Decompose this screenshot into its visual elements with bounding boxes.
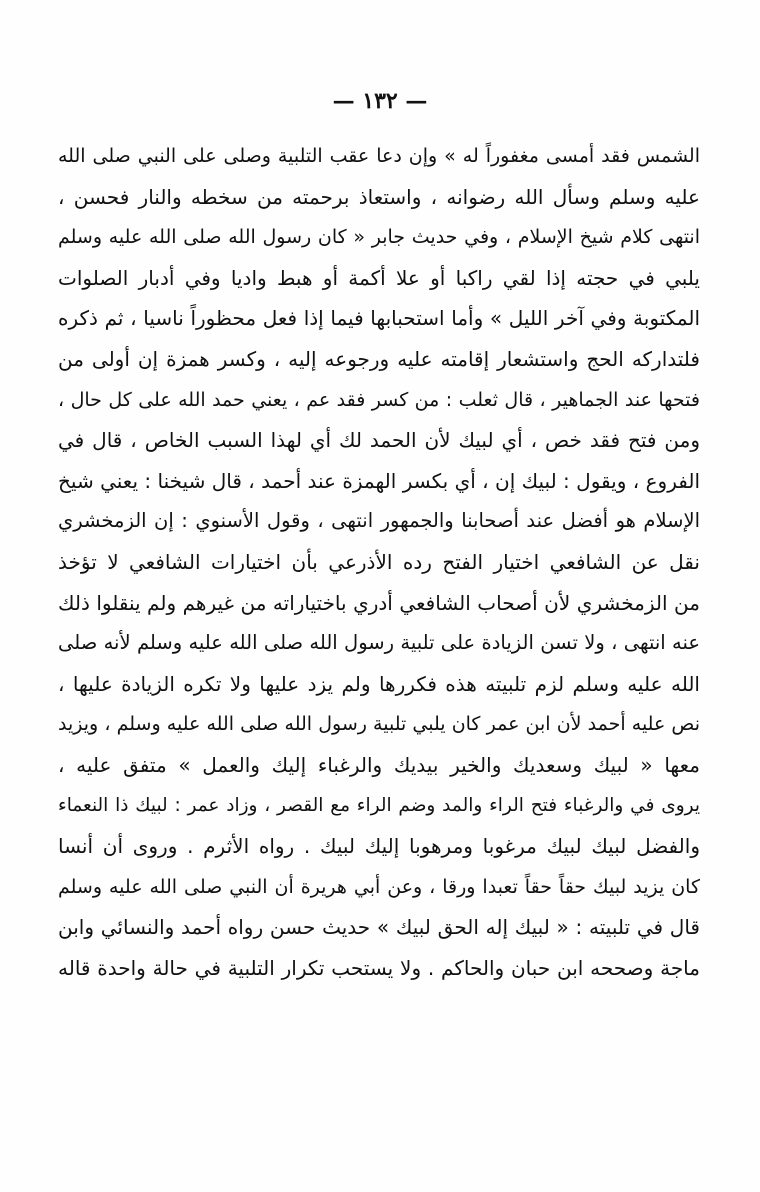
page-number: — ١٣٢ — xyxy=(332,88,428,114)
text-line: معها « لبيك وسعديك والخير بيديك والرغباء إليك والعمل » متفق عليه ، xyxy=(58,752,700,777)
text-line: الفروع ، ويقول : لبيك إن ، أي بكسر الهمزة عند أحمد ، قال شيخنا : يعني شيخ xyxy=(58,468,700,493)
text-line: يروى في والرغباء فتح الراء والمد وضم الراء مع القصر ، وزاد عمر : لبيك ذا النعماء xyxy=(58,794,700,816)
text-line: الشمس فقد أمسى مغفوراً له » وإن دعا عقب التلبية وصلى على النبي صلى الله xyxy=(58,145,700,167)
text-line: المكتوبة وفي آخر الليل » وأما استحبابها فيما إذا فعل محظوراً ناسيا ، ثم ذكره xyxy=(58,306,700,331)
text-line: كان يزيد لبيك حقاً حقاً تعبدا ورقا ، وعن أبي هريرة أن النبي صلى الله عليه وسلم xyxy=(58,875,700,898)
text-line: الإسلام هو أفضل عند أصحابنا والجمهور انتهى ، وقول الأسنوي : إن الزمخشري xyxy=(58,509,700,533)
text-line: عليه وسلم وسأل الله رضوانه ، واستعاذ برحمته من سخطه والنار فحسن ، xyxy=(58,184,700,209)
text-line: قال في تلبيته : « لبيك إله الحق لبيك » حديث حسن رواه أحمد والنسائي وابن xyxy=(58,915,700,940)
text-line: ومن فتح فقد خص ، أي لبيك لأن الحمد لك أي لهذا السبب الخاص ، قال في xyxy=(58,428,700,453)
text-line: ماجة وصححه ابن حبان والحاكم . ولا يستحب تكرار التلبية في حالة واحدة قاله xyxy=(58,955,700,980)
text-line: انتهى كلام شيخ الإسلام ، وفي حديث جابر « كان رسول الله صلى الله عليه وسلم xyxy=(58,226,700,249)
text-line: عنه انتهى ، ولا تسن الزيادة على تلبية رسول الله صلى الله عليه وسلم لأنه صلى xyxy=(58,631,700,655)
text-line: فتحها عند الجماهير ، قال ثعلب : من كسر فقد عم ، يعني حمد الله على كل حال ، xyxy=(58,388,700,411)
body-text xyxy=(58,136,700,988)
text-line: نقل عن الشافعي اختيار الفتح رده الأذرعي بأن اختيارات الشافعي لا تؤخذ xyxy=(58,549,700,574)
text-line: فلتداركه الحج واستشعار إقامته عليه ورجوعه إليه ، وكسر همزة إن أولى من xyxy=(58,346,700,371)
text-line: نص عليه أحمد لأن ابن عمر كان يلبي تلبية رسول الله صلى الله عليه وسلم ، ويزيد xyxy=(58,713,700,736)
text-line: من الزمخشري لأن أصحاب الشافعي أدري باختياراته من غيرهم ولم ينقلوا ذلك xyxy=(58,590,700,615)
text-line: الله عليه وسلم لزم تلبيته هذه فكررها ولم يزد عليها ولا تكره الزيادة عليها ، xyxy=(58,671,700,696)
text-line: والفضل لبيك لبيك مرغوبا ومرهوبا إليك لبيك . رواه الأثرم . وروى أن أنسا xyxy=(58,834,700,859)
text-line: يلبي في حجته إذا لقي راكبا أو علا أكمة أو هبط واديا وفي أدبار الصلوات xyxy=(58,265,700,290)
